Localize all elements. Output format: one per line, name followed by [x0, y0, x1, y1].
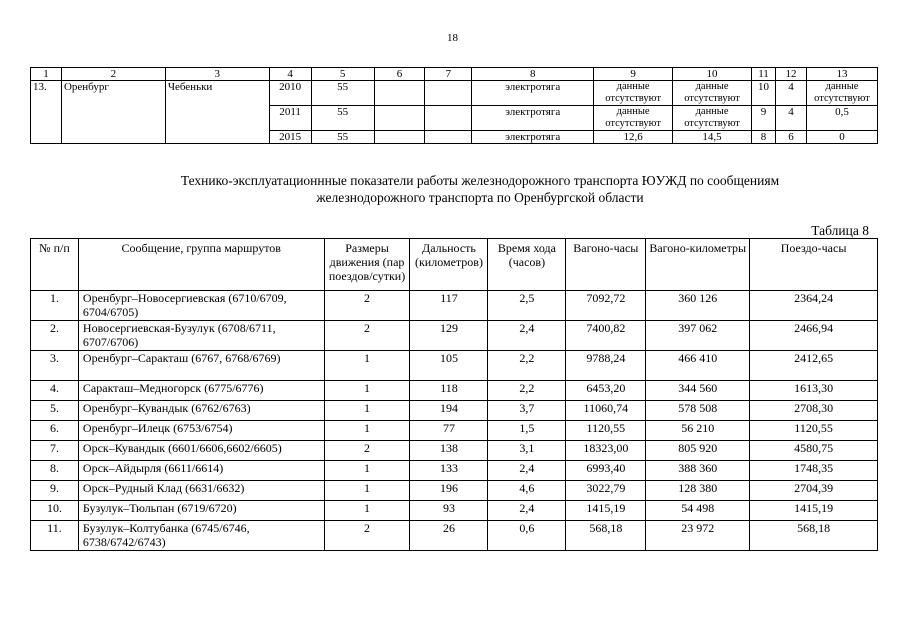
row-number: 6. [31, 421, 79, 441]
distance: 138 [410, 441, 488, 461]
header-wagon-hours: Вагоно-часы [566, 239, 646, 291]
travel-time: 3,7 [488, 401, 566, 421]
col-number: 6 [374, 68, 425, 81]
col-number: 9 [594, 68, 673, 81]
table-label: Таблица 8 [811, 223, 869, 238]
cell: 10 [752, 81, 776, 106]
table-row [31, 521, 878, 551]
train-hours: 1120,55 [750, 421, 878, 441]
row-number: 13. [31, 81, 62, 144]
wagon-km: 128 380 [646, 481, 750, 501]
distance: 196 [410, 481, 488, 501]
route-name: Оренбург–Кувандык (6762/6763) [78, 401, 324, 421]
col-number: 5 [311, 68, 374, 81]
wagon-km: 23 972 [646, 521, 750, 551]
cell: 0,5 [806, 106, 877, 131]
wagon-km: 466 410 [646, 351, 750, 381]
traffic-size: 2 [324, 521, 410, 551]
col-number: 8 [472, 68, 594, 81]
page-number: 18 [447, 32, 458, 44]
traction: электротяга [472, 131, 594, 144]
col-number: 7 [425, 68, 472, 81]
title-line-2: железнодорожного транспорта по Оренбургской области [316, 190, 644, 205]
travel-time: 4,6 [488, 481, 566, 501]
traffic-size: 1 [324, 421, 410, 441]
col-number: 1 [31, 68, 62, 81]
cell [425, 81, 472, 106]
cell: данные отсутствуют [673, 106, 752, 131]
train-hours: 1748,35 [750, 461, 878, 481]
cell: 0 [806, 131, 877, 144]
table-row [31, 351, 878, 381]
col-number: 12 [776, 68, 807, 81]
train-hours: 1415,19 [750, 501, 878, 521]
route-from: Оренбург [61, 81, 165, 144]
table-row [31, 321, 878, 351]
wagon-km: 805 920 [646, 441, 750, 461]
row-number: 1. [31, 291, 79, 321]
travel-time: 2,4 [488, 461, 566, 481]
traffic-size: 1 [324, 381, 410, 401]
distance: 105 [410, 351, 488, 381]
row-number: 8. [31, 461, 79, 481]
col-number: 4 [269, 68, 311, 81]
table-row [31, 381, 878, 401]
table-row [31, 401, 878, 421]
route-name: Новосергиевская-Бузулук (6708/6711, 6707/6706) [78, 321, 324, 351]
wagon-hours: 1120,55 [566, 421, 646, 441]
wagon-hours: 18323,00 [566, 441, 646, 461]
route-name: Орск–Кувандык (6601/6606,6602/6605) [78, 441, 324, 461]
header-travel-time: Время хода (часов) [488, 239, 566, 291]
traffic-size: 1 [324, 461, 410, 481]
traffic-size: 1 [324, 501, 410, 521]
distance: 118 [410, 381, 488, 401]
wagon-hours: 7092,72 [566, 291, 646, 321]
route-name: Орск–Айдырля (6611/6614) [78, 461, 324, 481]
wagon-hours: 6993,40 [566, 461, 646, 481]
distance: 77 [410, 421, 488, 441]
wagon-hours: 7400,82 [566, 321, 646, 351]
row-number: 5. [31, 401, 79, 421]
travel-time: 2,4 [488, 501, 566, 521]
cell: 55 [311, 131, 374, 144]
col-number: 2 [61, 68, 165, 81]
wagon-km: 397 062 [646, 321, 750, 351]
wagon-hours: 6453,20 [566, 381, 646, 401]
row-number: 4. [31, 381, 79, 401]
distance: 117 [410, 291, 488, 321]
cell: данные отсутствуют [673, 81, 752, 106]
continuation-table [30, 67, 878, 144]
traction: электротяга [472, 81, 594, 106]
table-row [31, 501, 878, 521]
row-number: 10. [31, 501, 79, 521]
col-number: 11 [752, 68, 776, 81]
train-hours: 1613,30 [750, 381, 878, 401]
table-row [31, 81, 878, 106]
distance: 93 [410, 501, 488, 521]
train-hours: 2412,65 [750, 351, 878, 381]
row-number: 7. [31, 441, 79, 461]
wagon-km: 344 560 [646, 381, 750, 401]
distance: 194 [410, 401, 488, 421]
year: 2011 [269, 106, 311, 131]
table-row [31, 481, 878, 501]
route-name: Саракташ–Медногорск (6775/6776) [78, 381, 324, 401]
year: 2015 [269, 131, 311, 144]
header-traffic-size: Размеры движения (пар поездов/сутки) [324, 239, 410, 291]
wagon-hours: 9788,24 [566, 351, 646, 381]
cell [425, 131, 472, 144]
traffic-size: 2 [324, 291, 410, 321]
traction: электротяга [472, 106, 594, 131]
wagon-km: 388 360 [646, 461, 750, 481]
document-title [100, 172, 860, 206]
row-number: 3. [31, 351, 79, 381]
continuation-header-row [31, 68, 878, 81]
wagon-hours: 11060,74 [566, 401, 646, 421]
header-distance: Дальность (километров) [410, 239, 488, 291]
travel-time: 2,2 [488, 351, 566, 381]
traffic-size: 2 [324, 321, 410, 351]
train-hours: 2708,30 [750, 401, 878, 421]
wagon-km: 578 508 [646, 401, 750, 421]
route-name: Бузулук–Тюльпан (6719/6720) [78, 501, 324, 521]
traffic-size: 1 [324, 481, 410, 501]
route-name: Оренбург–Новосергиевская (6710/6709, 6704/6705) [78, 291, 324, 321]
distance: 129 [410, 321, 488, 351]
wagon-km: 360 126 [646, 291, 750, 321]
table-row [31, 291, 878, 321]
travel-time: 2,2 [488, 381, 566, 401]
year: 2010 [269, 81, 311, 106]
cell: 8 [752, 131, 776, 144]
header-row [31, 239, 878, 291]
wagon-km: 54 498 [646, 501, 750, 521]
cell [374, 81, 425, 106]
travel-time: 2,4 [488, 321, 566, 351]
travel-time: 3,1 [488, 441, 566, 461]
route-name: Оренбург–Саракташ (6767, 6768/6769) [78, 351, 324, 381]
table-row [31, 461, 878, 481]
cell: данные отсутствуют [594, 81, 673, 106]
route-name: Орск–Рудный Клад (6631/6632) [78, 481, 324, 501]
cell: данные отсутствуют [806, 81, 877, 106]
wagon-hours: 3022,79 [566, 481, 646, 501]
row-number: 2. [31, 321, 79, 351]
cell: данные отсутствуют [594, 106, 673, 131]
train-hours: 2704,39 [750, 481, 878, 501]
title-line-1: Технико-эксплуатационнные показатели работы железнодорожного транспорта ЮУЖД по сообщениям [180, 173, 780, 188]
header-number: № п/п [31, 239, 79, 291]
row-number: 11. [31, 521, 79, 551]
header-train-hours: Поездо-часы [750, 239, 878, 291]
traffic-size: 2 [324, 441, 410, 461]
col-number: 10 [673, 68, 752, 81]
route-name: Оренбург–Илецк (6753/6754) [78, 421, 324, 441]
header-wagon-km: Вагоно-километры [646, 239, 750, 291]
col-number: 13 [806, 68, 877, 81]
distance: 133 [410, 461, 488, 481]
col-number: 3 [165, 68, 269, 81]
wagon-km: 56 210 [646, 421, 750, 441]
row-number: 9. [31, 481, 79, 501]
cell: 4 [776, 106, 807, 131]
traffic-size: 1 [324, 401, 410, 421]
cell: 6 [776, 131, 807, 144]
route-name: Бузулук–Колтубанка (6745/6746, 6738/6742/6743) [78, 521, 324, 551]
train-hours: 4580,75 [750, 441, 878, 461]
travel-time: 0,6 [488, 521, 566, 551]
cell: 9 [752, 106, 776, 131]
cell [374, 131, 425, 144]
table-row [31, 421, 878, 441]
travel-time: 2,5 [488, 291, 566, 321]
main-table [30, 238, 878, 551]
cell: 14,5 [673, 131, 752, 144]
cell [374, 106, 425, 131]
travel-time: 1,5 [488, 421, 566, 441]
table-row [31, 441, 878, 461]
cell [425, 106, 472, 131]
cell: 55 [311, 106, 374, 131]
cell: 55 [311, 81, 374, 106]
train-hours: 2466,94 [750, 321, 878, 351]
cell: 12,6 [594, 131, 673, 144]
route-to: Чебеньки [165, 81, 269, 144]
train-hours: 568,18 [750, 521, 878, 551]
cell: 4 [776, 81, 807, 106]
distance: 26 [410, 521, 488, 551]
traffic-size: 1 [324, 351, 410, 381]
header-route: Сообщение, группа маршрутов [78, 239, 324, 291]
wagon-hours: 1415,19 [566, 501, 646, 521]
wagon-hours: 568,18 [566, 521, 646, 551]
train-hours: 2364,24 [750, 291, 878, 321]
